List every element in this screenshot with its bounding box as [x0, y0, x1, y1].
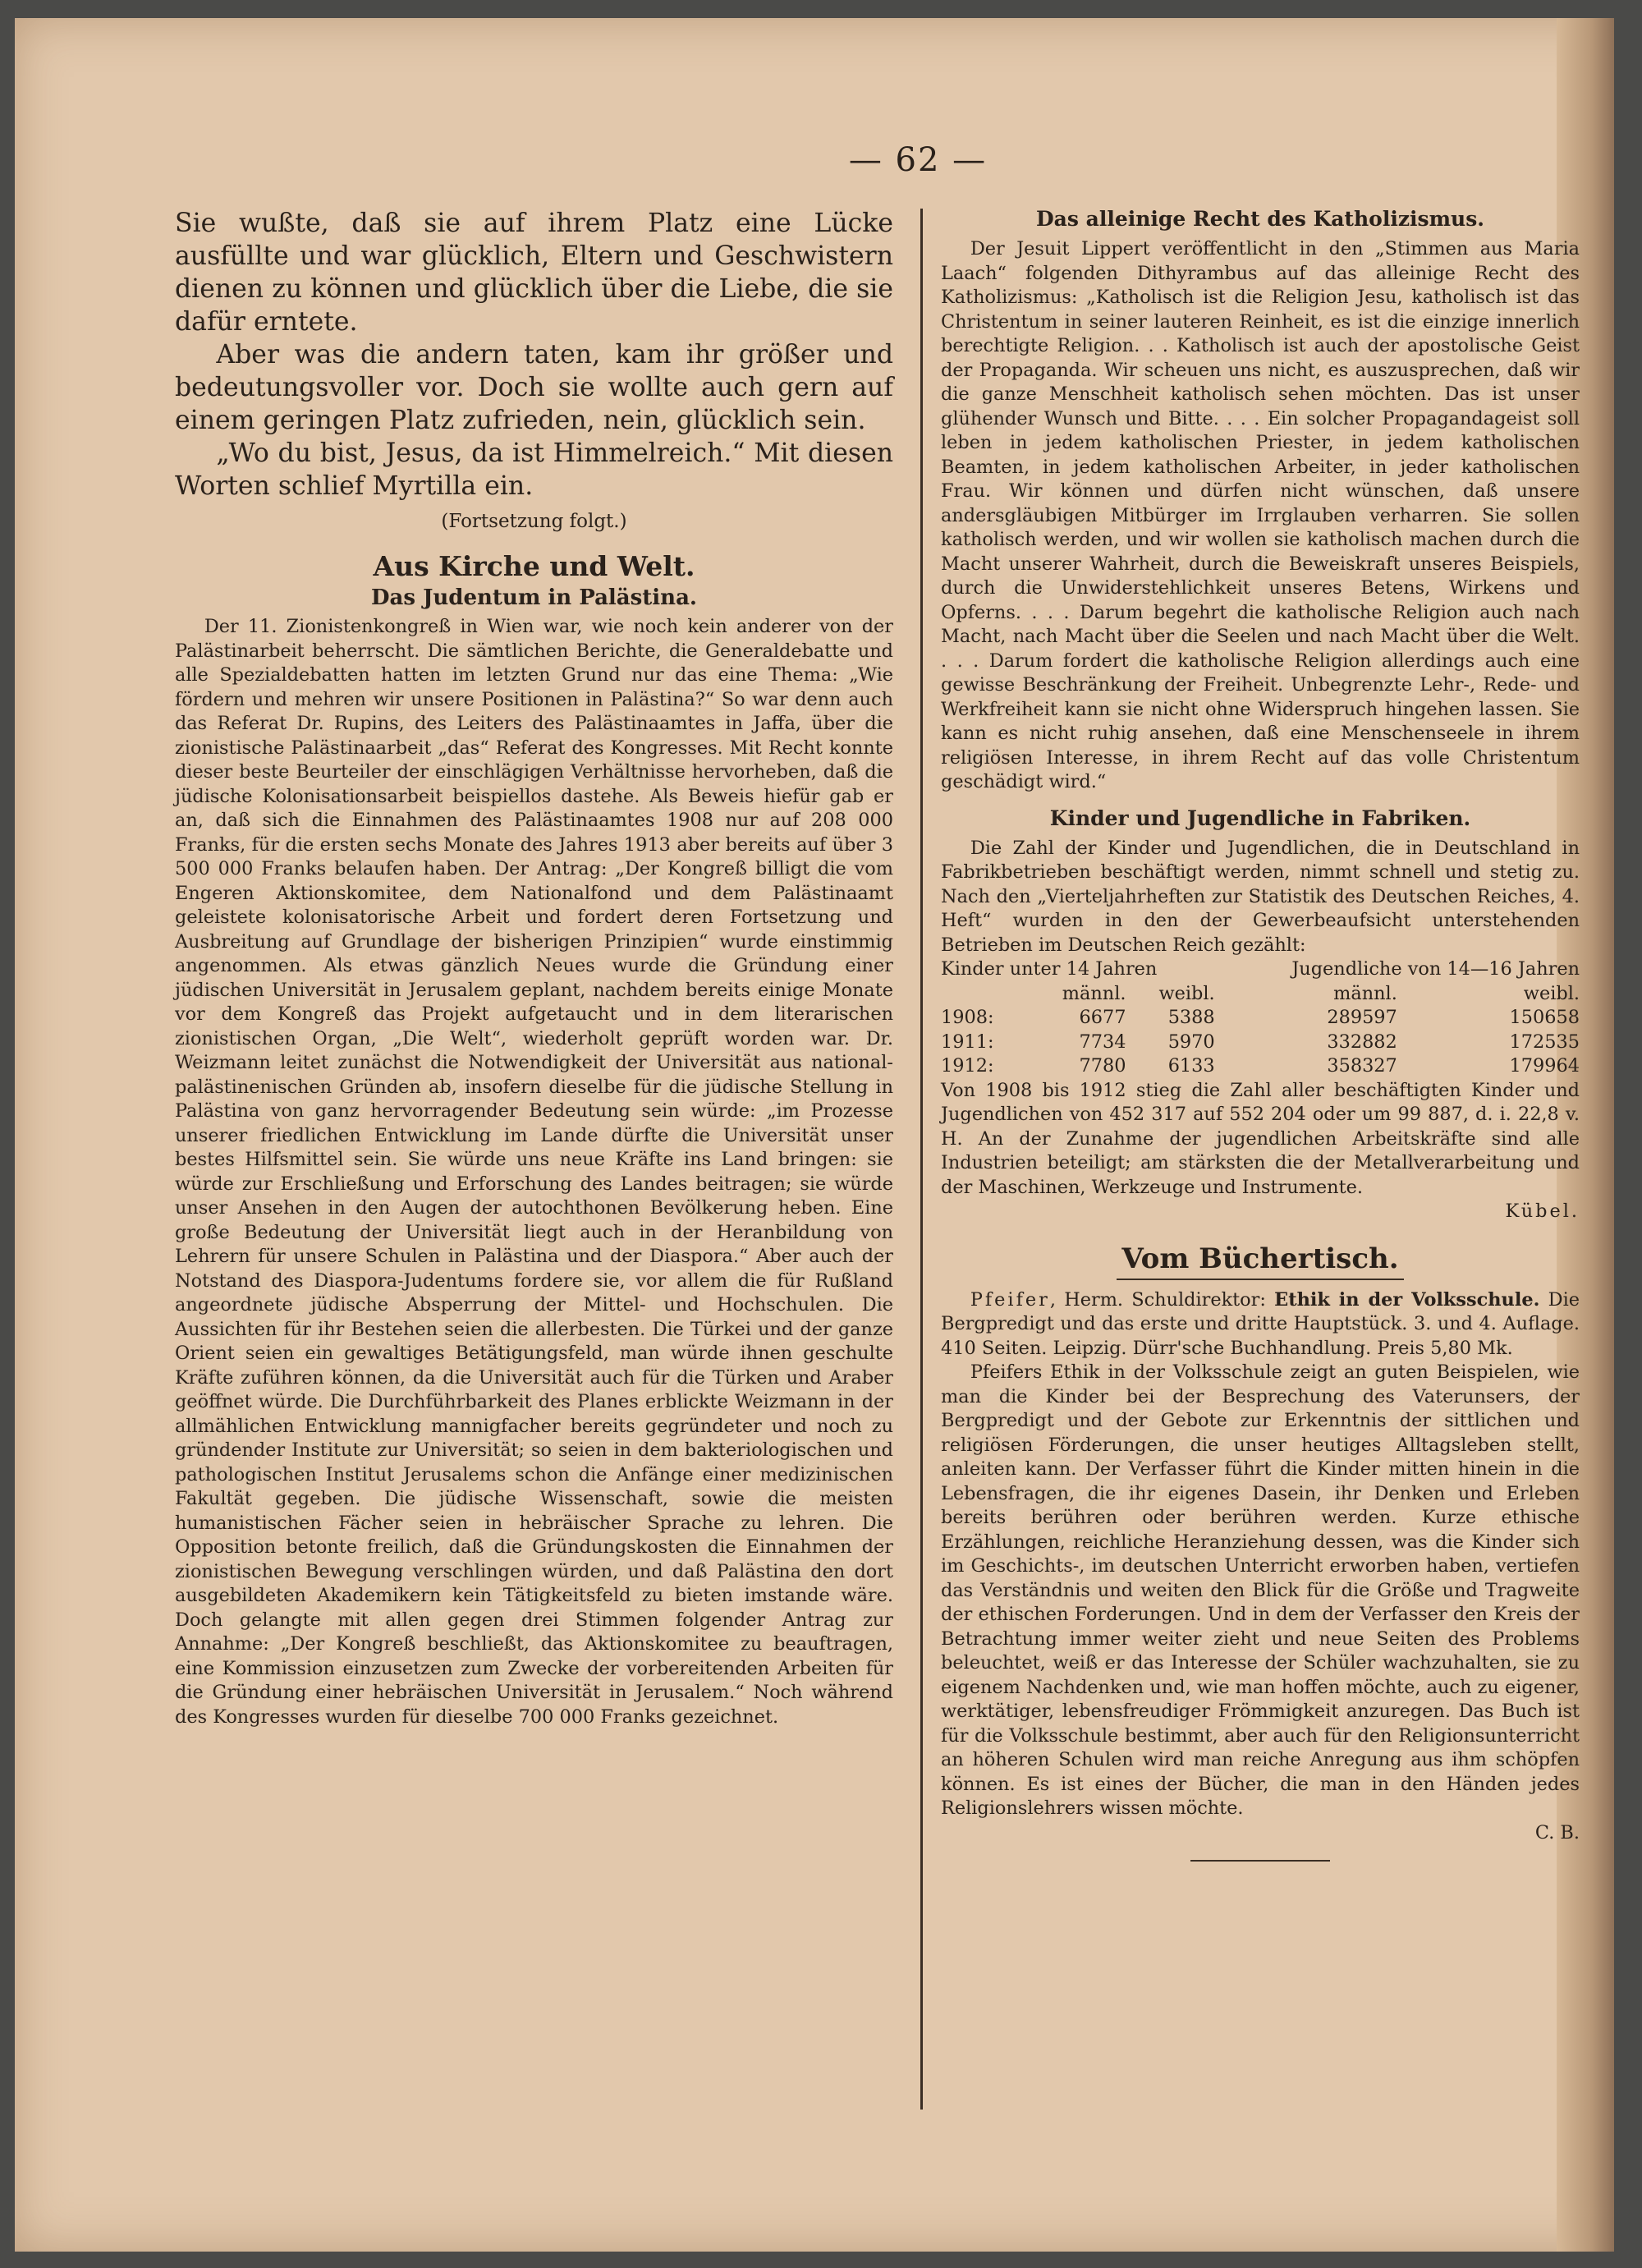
book-title: Ethik in der Volksschule.: [1274, 1288, 1540, 1311]
article-text: Der 11. Zionistenkongreß in Wien war, wie noch kein anderer von der Palästinarbeit beherrscht. Die sämtlichen Berichte, die Generaldebatte und alle Spezialdebatten hatten im letzten Grund nur das eine Thema: „Wie fördern und mehren wir unsere Positionen in Palästina?“ So war denn auch das Referat Dr. Rupins, des Leiters des Palästinaamtes in Jaffa, über die zionistische Palästinaarbeit „das“ Referat des Kongresses. Mit Recht konnte dieser beste Beurteiler der einschlägigen Verhältnisse hervorheben, daß die jüdische Kolonisationsarbeit beispiellos dastehe. Als Beweis hiefür gab er an, daß sich die Einnahmen des Palästinaamtes 1908 nur auf 208 000 Franks, für die ersten sechs Monate des Jahres 1913 aber bereits auf über 3 500 000 Franks belaufen haben. Der Antrag: „Der Kongreß billigt die vom Engeren Aktionskomitee, dem Nationalfond und dem Palästinaamt geleistete kolonisatorische Arbeit und fordert deren Fortsetzung und Ausbreitung auf Grundlage der bisherigen Prinzipien“ wurde einstimmig angenommen. Als etwas gänzlich Neues wurde die Gründung einer jüdischen Universität in Jerusalem geplant, nachdem bereits einige Monate vor dem Kongreß das Projekt aufgetaucht und in dem literarischen zionistischen Organ, „Die Welt“, wiederholt geprüft worden war. Dr. Weizmann leitet zunächst die Notwendigkeit der Universität aus national-palästinenischen Gründen ab, insofern dieselbe für die jüdische Stellung in Palästina von ganz hervorragender Bedeutung sein würde: „im Prozesse unserer friedlichen Entwicklung im Lande dürfte die Universität unser bestes Hilfsmittel sein. Sie würde uns neue Kräfte ins Land bringen: sie würde zur Erschließung und Erforschung des Landes beitragen; sie würde unser Ansehen in den Augen der autochthonen Bevölkerung heben. Eine große Bedeutung der Universität liegt auch in der Heranbildung von Lehrern für unsere Schulen in Palästina und der Diaspora.“ Aber auch der Notstand des Diaspora-Judentums fordere sie, vor allem die für Rußland angeordnete jüdische Absperrung der Mittel- und Hochschulen. Die Aussichten für ihr Bestehen seien die allerbesten. Die Türkei und der ganze Orient seien ein gewaltiges Betätigungsfeld, man würde ihnen geschulte Kräfte zuführen können, da die Universität auch für die Türken und Araber geöffnet würde. Die Durchführbarkeit des Planes erblickte Weizmann in der allmählichen Entwicklung mannigfacher bereits gegründeter und noch zu gründender Institute zur Universität; so seien in dem bakteriologischen und pathologischen Institut Jerusalems schon die Anfänge einer medizinischen Fakultät gegeben. Die jüdische Wissenschaft, sowie die meisten humanistischen Fächer seien in hebräischer Sprache zu lehren. Die Opposition betonte freilich, daß die Gründungskosten die Einnahmen der zionistischen Bewegung verschlingen würden, und daß Palästina den dort ausgebildeten Akademikern kein Tätigkeitsfeld zu bieten imstande wäre. Doch gelangte mit allen gegen drei Stimmen folgender Antrag zur Annahme: „Der Kongreß beschließt, das Aktionskomitee zu beauftragen, eine Kommission einzusetzen zum Zwecke der vorbereitenden Arbeiten für die Gründung einer hebräischen Universität in Jerusalem.“ Noch während des Kongresses wurden für dieselbe 700 000 Franks gezeichnet.: [175, 616, 893, 1728]
table-cell: 6677: [1079, 1007, 1126, 1028]
table-row: [941, 1054, 1580, 1079]
book-citation: [941, 1288, 1580, 1361]
article-text: Der Jesuit Lippert veröffentlicht in den „Stimmen aus Maria Laach“ folgenden Dithyrambus auf das alleinige Recht des Katholizismus: „Katholisch ist die Religion Jesu, katholisch ist das Christentum in seiner lauteren Reinheit, es ist die einzige innerlich berechtigte Religion. . . Katholisch ist auch der apostolische Geist der Propaganda. Wir scheuen uns nicht, es auszusprechen, daß wir die ganze Menschheit katholisch sehen möchten. Das ist unser glühender Wunsch und Bitte. . . . Ein solcher Propagandageist soll leben in jedem katholischen Priester, in jedem katholischen Beamten, in jedem katholischen Arbeiter, in jeder katholischen Frau. Wir können und dürfen nicht wünschen, daß unsere andersgläubigen Mitbürger im Irrglauben verharren. Sie sollen katholisch werden, und wir wollen sie katholisch machen durch die Macht unserer Wahrheit, durch die Beweiskraft unseres Beispiels, durch die Unwiderstehlichkeit unseres Betens, Wirkens und Opferns. . . . Darum begehrt die katholische Religion auch nach Macht, nach Macht über die Seelen und nach Macht über die Welt. . . . Darum fordert die katholische Religion allerdings auch eine gewisse Beschränkung der Freiheit. Unbegrenzte Lehr-, Rede- und Werkfreiheit kann sie nicht ohne Widerspruch hingehen lassen. Sie kann es nicht ruhig ansehen, daß eine Menschenseele in ihrem religiösen Interesse, in ihrem Recht auf das volle Christentum geschädigt wird.“: [941, 238, 1580, 792]
table-cell: 150658: [1509, 1007, 1580, 1028]
page-number: — 62 —: [848, 141, 988, 179]
book-author-rest: , Herm. Schuldirektor:: [1049, 1288, 1266, 1311]
book-page: [15, 18, 1614, 2252]
books-section-header: [941, 1242, 1580, 1280]
table-cell: 332882: [1327, 1031, 1397, 1053]
column-divider: [920, 209, 923, 2110]
article-text: Von 1908 bis 1912 stieg die Zahl aller beschäftigten Kinder und Jugendlichen von 452 317 auf 552 204 oder um 99 887, d. i. 22,8 v. H. An der Zunahme der jugendlichen Arbeitskräfte sind alle Industrien beteiligt; am stärksten die der Metallverarbeitung und der Maschinen, Werkzeuge und Instrumente.: [941, 1079, 1580, 1198]
table-cell: 179964: [1509, 1055, 1580, 1077]
article-author: Kübel.: [1505, 1201, 1580, 1222]
right-column: [941, 207, 1580, 1862]
article-title: Kinder und Jugendliche in Fabriken.: [1049, 806, 1471, 830]
section-title: Aus Kirche und Welt.: [373, 550, 695, 582]
table-row: [941, 1006, 1580, 1031]
table-cell: 7734: [1079, 1031, 1126, 1053]
story-paragraph: Sie wußte, daß sie auf ihrem Platz eine Lücke ausfüllte und war glücklich, Eltern und Geschwistern dienen zu können und glücklich über die Liebe, die sie dafür erntete.: [175, 209, 893, 337]
statistics-table: [941, 957, 1580, 1079]
table-cell: 172535: [1509, 1031, 1580, 1053]
table-row: [941, 1031, 1580, 1055]
end-rule: [1190, 1860, 1330, 1862]
table-male-label: männl.: [1333, 982, 1397, 1004]
table-cell: 7780: [1079, 1055, 1126, 1077]
story-paragraph: „Wo du bist, Jesus, da ist Himmelreich.“ Mit diesen Worten schlief Myrtilla ein.: [175, 438, 893, 501]
article-title: Das alleinige Recht des Katholizismus.: [1035, 207, 1484, 231]
book-details: Die Bergpredigt und das erste und dritte Hauptstück. 3. und 4. Auflage. 410 Seiten. Leipzig. Dürr'sche Buchhandlung. Preis 5,80 Mk.: [941, 1288, 1580, 1359]
table-year: 1908:: [941, 1007, 994, 1028]
table-header-row: [941, 957, 1580, 982]
article-title: Das Judentum in Palästina.: [371, 585, 697, 610]
table-female-label: weibl.: [1523, 982, 1580, 1004]
table-subheader-row: [941, 982, 1580, 1007]
book-author: Pfeifer: [970, 1288, 1050, 1311]
table-cell: 5970: [1167, 1031, 1215, 1053]
table-year: 1912:: [941, 1055, 994, 1077]
table-cell: 6133: [1167, 1055, 1215, 1077]
left-column: [175, 207, 893, 1729]
table-cell: 358327: [1327, 1055, 1397, 1077]
books-section-title: Vom Büchertisch.: [1117, 1242, 1403, 1280]
table-male-label: männl.: [1062, 982, 1126, 1004]
review-text: Pfeifers Ethik in der Volksschule zeigt an guten Beispielen, wie man die Kinder bei der Besprechung des Vaterunsers, der Bergpredigt und der Gebote zur Erkenntnis der sittlichen und religiösen Förderungen, die unser heutiges Alltagsleben stellt, anleiten kann. Der Verfasser führt die Kinder mitten hinein in die Lebensfragen, die ihr eigenes Dasein, ihr Denken und Erleben bereits berühren oder berühren werden. Kurze ethische Erzählungen, reichliche Heranziehung dessen, was die Kinder sich im Geschichts-, im deutschen Unterricht erworben haben, vertiefen das Verständnis und weiten den Blick für die Größe und Tragweite der ethischen Forderungen. Und in dem der Verfasser den Kreis der Betrachtung immer weiter zieht und neue Seiten des Problems beleuchtet, weiß er das Interesse der Schüler wachzuhalten, sie zu eigenem Nachdenken und, wie man hoffen möchte, auch zu eigener, werktätiger, lebensfreudiger Frömmigkeit anzuregen. Das Buch ist für die Volksschule bestimmt, aber auch für den Religionsunterricht an höheren Schulen wird man reiche Anregung aus ihm schöpfen können. Es ist eines der Bücher, die man in den Händen jedes Religionslehrers wissen möchte.: [941, 1361, 1580, 1819]
table-year: 1911:: [941, 1031, 994, 1053]
table-cell: 5388: [1167, 1007, 1215, 1028]
article-intro: Die Zahl der Kinder und Jugendlichen, die in Deutschland in Fabrikbetrieben beschäftigt werden, nimmt schnell und stetig zu. Nach den „Vierteljahrheften zur Statistik des Deutschen Reiches, 4. Heft“ wurden in den der Gewerbeaufsicht unterstehenden Betrieben im Deutschen Reich gezählt:: [941, 837, 1580, 956]
table-header-youth: Jugendliche von 14—16 Jahren: [1291, 958, 1580, 980]
review-author: C. B.: [1534, 1821, 1580, 1843]
table-female-label: weibl.: [1158, 982, 1215, 1004]
table-cell: 289597: [1327, 1007, 1397, 1028]
story-paragraph: Aber was die andern taten, kam ihr größer und bedeutungsvoller vor. Doch sie wollte auch gern auf einem geringen Platz zufrieden, nein, glücklich sein.: [175, 340, 893, 435]
table-header-children: Kinder unter 14 Jahren: [941, 958, 1158, 980]
continuation-note: (Fortsetzung folgt.): [441, 511, 627, 532]
